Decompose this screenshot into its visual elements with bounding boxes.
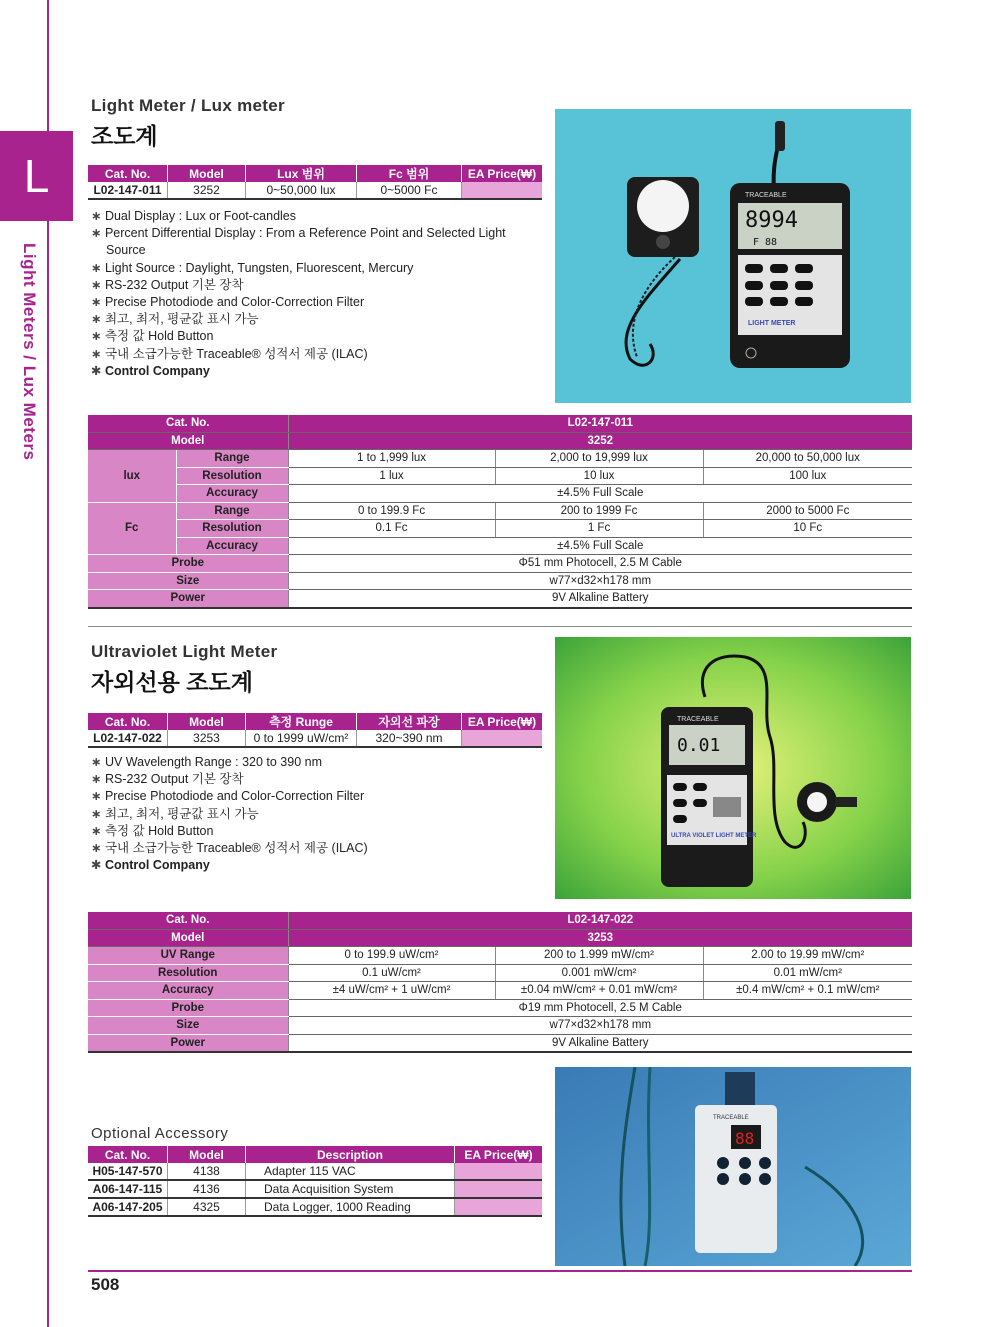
spec-cell: ±0.4 mW/cm² + 0.1 mW/cm²	[703, 982, 912, 1000]
spec-cell: ±0.04 mW/cm² + 0.01 mW/cm²	[495, 982, 703, 1000]
spec-cell: 1 lux	[288, 467, 495, 485]
description-cell: Data Acquisition System	[246, 1180, 455, 1198]
col-header: EA Price(₩)	[455, 1146, 543, 1163]
feature-item: ∗ 국내 소급가능한 Traceable® 성적서 제공 (ILAC)	[91, 841, 368, 856]
feature-item: ∗ 최고, 최저, 평균값 표시 가능	[91, 806, 259, 821]
feature-item: ∗ 국내 소급가능한 Traceable® 성적서 제공 (ILAC)	[91, 346, 368, 361]
col-header: Cat. No.	[88, 713, 168, 730]
spec-range-label: Range	[176, 450, 288, 468]
spec-cat-label: Cat. No.	[88, 912, 288, 929]
section2-title-ko: 자외선용 조도계	[91, 669, 253, 695]
device-display: 0.01	[677, 735, 721, 756]
spec-model-value: 3253	[288, 929, 912, 947]
spec-accuracy-label: Accuracy	[176, 485, 288, 503]
spec-cell: 2,000 to 19,999 lux	[495, 450, 703, 468]
spec-cat-value: L02-147-022	[288, 912, 912, 929]
page-number: 508	[91, 1275, 120, 1294]
spec-cell: 0.001 mW/cm²	[495, 964, 703, 982]
col-header: 측정 Runge	[246, 713, 357, 730]
feature-item: ∗ 최고, 최저, 평균값 표시 가능	[91, 312, 259, 327]
spec-accuracy-label: Accuracy	[88, 982, 288, 1000]
section1-order-table	[88, 165, 542, 200]
cat-no-cell: L02-147-011	[88, 182, 168, 199]
feature-item: ∗ Percent Differential Display : From a Reference Point and Selected Light Source	[91, 226, 506, 258]
table-row	[88, 1180, 542, 1198]
spec-size-label: Size	[88, 1017, 288, 1035]
price-cell	[462, 182, 543, 199]
spec-range-label: Range	[176, 502, 288, 520]
table-row	[88, 1198, 542, 1216]
range-cell: 0 to 1999 uW/cm²	[246, 730, 357, 747]
spec-model-label: Model	[88, 929, 288, 947]
section1-features	[91, 208, 531, 380]
spec-lux-label: lux	[88, 450, 176, 503]
col-header: Model	[168, 165, 246, 182]
section-tab	[0, 131, 73, 221]
model-cell: 3253	[168, 730, 246, 747]
spec-cell: 1 to 1,999 lux	[288, 450, 495, 468]
device-label: LIGHT METER	[748, 320, 796, 327]
spec-cell: 0 to 199.9 Fc	[288, 502, 495, 520]
spec-cat-label: Cat. No.	[88, 415, 288, 432]
model-cell: 4138	[168, 1163, 246, 1180]
description-cell: Data Logger, 1000 Reading	[246, 1198, 455, 1216]
description-cell: Adapter 115 VAC	[246, 1163, 455, 1180]
light-meter-photo	[555, 109, 911, 403]
spec-cell: 10 Fc	[703, 520, 912, 538]
col-header: EA Price(₩)	[462, 713, 543, 730]
spec-probe-label: Probe	[88, 999, 288, 1017]
col-header: 자외선 파장	[357, 713, 462, 730]
uv-meter-photo	[555, 637, 911, 899]
spec-fc-label: Fc	[88, 502, 176, 555]
spec-cell: ±4 uW/cm² + 1 uW/cm²	[288, 982, 495, 1000]
footer-line	[88, 1270, 912, 1272]
price-cell	[462, 730, 543, 747]
spec-cell: 200 to 1.999 mW/cm²	[495, 947, 703, 965]
feature-item: ∗ 측정 값 Hold Button	[91, 823, 214, 838]
spec-model-label: Model	[88, 432, 288, 450]
spec-cell: 0.01 mW/cm²	[703, 964, 912, 982]
spec-resolution-label: Resolution	[88, 964, 288, 982]
wavelength-cell: 320~390 nm	[357, 730, 462, 747]
spec-cell: 9V Alkaline Battery	[288, 1034, 912, 1052]
section1-title-ko: 조도계	[91, 123, 158, 149]
accessory-title: Optional Accessory	[91, 1125, 229, 1142]
section2-title-en: Ultraviolet Light Meter	[91, 642, 278, 661]
spec-probe-label: Probe	[88, 555, 288, 573]
cat-no-cell: H05-147-570	[88, 1163, 168, 1180]
section1-spec-table	[88, 415, 912, 609]
col-header: Model	[168, 713, 246, 730]
device-brand: TRACEABLE	[745, 192, 787, 199]
cat-no-cell: A06-147-115	[88, 1180, 168, 1198]
spec-model-value: 3252	[288, 432, 912, 450]
spec-cell: 2000 to 5000 Fc	[703, 502, 912, 520]
col-header: Cat. No.	[88, 165, 168, 182]
col-header: Lux 범위	[246, 165, 357, 182]
spec-cell: 20,000 to 50,000 lux	[703, 450, 912, 468]
svg-text:TRACEABLE: TRACEABLE	[677, 716, 719, 723]
section2-spec-table	[88, 912, 912, 1053]
table-row	[88, 1163, 542, 1180]
section1-title-en: Light Meter / Lux meter	[91, 96, 285, 115]
feature-item: ∗ RS-232 Output 기본 장착	[91, 277, 244, 292]
col-header: Fc 범위	[357, 165, 462, 182]
spec-cell: Φ19 mm Photocell, 2.5 M Cable	[288, 999, 912, 1017]
feature-item: ∗ Precise Photodiode and Color-Correction Filter	[91, 295, 365, 310]
spec-cell: 1 Fc	[495, 520, 703, 538]
section-divider	[88, 626, 912, 627]
data-logger-photo	[555, 1067, 911, 1266]
device-display: 8994	[745, 208, 798, 233]
spec-accuracy-label: Accuracy	[176, 537, 288, 555]
spec-cell: 2.00 to 19.99 mW/cm²	[703, 947, 912, 965]
spec-cell: 200 to 1999 Fc	[495, 502, 703, 520]
spec-cell: w77×d32×h178 mm	[288, 572, 912, 590]
table-row	[88, 182, 542, 199]
spec-cat-value: L02-147-011	[288, 415, 912, 432]
spec-power-label: Power	[88, 590, 288, 608]
section-tab-letter: L	[23, 150, 50, 202]
price-cell	[455, 1180, 543, 1198]
spec-cell: 0.1 Fc	[288, 520, 495, 538]
section2-features	[91, 754, 531, 874]
price-cell	[455, 1198, 543, 1216]
svg-text:ULTRA VIOLET LIGHT METER: ULTRA VIOLET LIGHT METER	[671, 833, 757, 839]
spec-cell: ±4.5% Full Scale	[288, 537, 912, 555]
spec-cell: 0 to 199.9 uW/cm²	[288, 947, 495, 965]
col-header: Model	[168, 1146, 246, 1163]
cat-no-cell: L02-147-022	[88, 730, 168, 747]
maker-item: ✱ Control Company	[91, 858, 210, 873]
svg-text:F 88: F 88	[753, 237, 778, 248]
spec-size-label: Size	[88, 572, 288, 590]
spec-cell: 100 lux	[703, 467, 912, 485]
feature-item: ∗ UV Wavelength Range : 320 to 390 nm	[91, 755, 322, 769]
col-header: EA Price(₩)	[462, 165, 543, 182]
svg-text:TRACEABLE: TRACEABLE	[713, 1115, 749, 1121]
model-cell: 4325	[168, 1198, 246, 1216]
device-display: 88	[735, 1129, 755, 1148]
price-cell	[455, 1163, 543, 1180]
feature-item: ∗ Light Source : Daylight, Tungsten, Fluorescent, Mercury	[91, 260, 414, 275]
spec-cell: 0.1 uW/cm²	[288, 964, 495, 982]
fc-range-cell: 0~5000 Fc	[357, 182, 462, 199]
spec-cell: ±4.5% Full Scale	[288, 485, 912, 503]
spec-resolution-label: Resolution	[176, 520, 288, 538]
spec-cell: 10 lux	[495, 467, 703, 485]
spec-resolution-label: Resolution	[176, 467, 288, 485]
feature-item: ∗ 측정 값 Hold Button	[91, 329, 214, 344]
spec-power-label: Power	[88, 1034, 288, 1052]
lux-range-cell: 0~50,000 lux	[246, 182, 357, 199]
sidebar-vertical-title: Light Meters / Lux Meters	[20, 243, 39, 461]
model-cell: 3252	[168, 182, 246, 199]
spec-uv-range-label: UV Range	[88, 947, 288, 965]
spec-cell: Φ51 mm Photocell, 2.5 M Cable	[288, 555, 912, 573]
spec-cell: w77×d32×h178 mm	[288, 1017, 912, 1035]
accessory-table	[88, 1146, 542, 1217]
cat-no-cell: A06-147-205	[88, 1198, 168, 1216]
feature-item: ∗ Precise Photodiode and Color-Correction Filter	[91, 789, 365, 804]
col-header: Cat. No.	[88, 1146, 168, 1163]
maker-item: ✱ Control Company	[91, 363, 210, 378]
feature-item: ∗ Dual Display : Lux or Foot-candles	[91, 209, 297, 223]
section2-order-table	[88, 713, 542, 748]
table-row	[88, 730, 542, 747]
model-cell: 4136	[168, 1180, 246, 1198]
spec-cell: 9V Alkaline Battery	[288, 590, 912, 608]
feature-item: ∗ RS-232 Output 기본 장착	[91, 772, 244, 787]
col-header: Description	[246, 1146, 455, 1163]
